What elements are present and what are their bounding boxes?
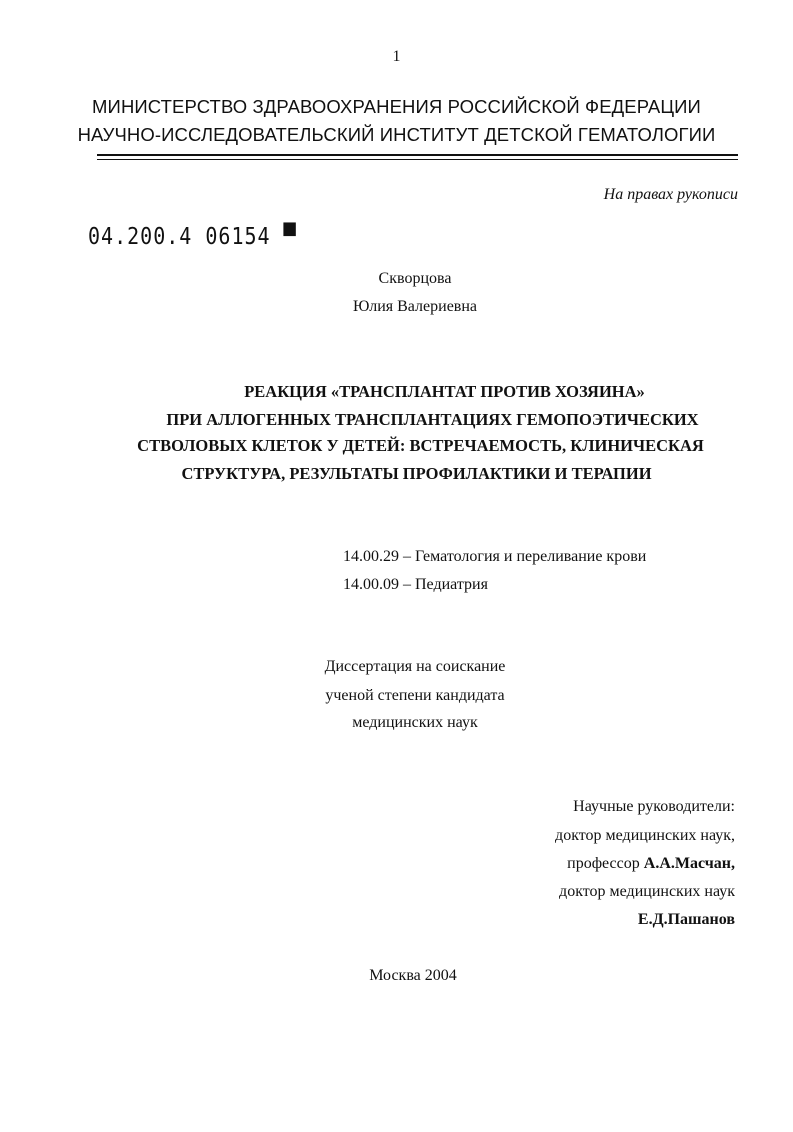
rights-note: На правах рукописи: [603, 186, 738, 203]
supervisor-2-degree: доктор медицинских наук: [559, 883, 735, 900]
city-year: Москва 2004: [369, 967, 457, 984]
ministry-heading: МИНИСТЕРСТВО ЗДРАВООХРАНЕНИЯ РОССИЙСКОЙ ФЕДЕРАЦИИ: [92, 96, 701, 117]
supervisor-1-name-line: [567, 855, 735, 873]
specialty-2: 14.00.09 – Педиатрия: [343, 576, 488, 593]
specialty-1: 14.00.29 – Гематология и переливание крови: [343, 548, 647, 565]
header-rule-thin: [97, 159, 738, 160]
institute-heading: НАУЧНО-ИССЛЕДОВАТЕЛЬСКИЙ ИНСТИТУТ ДЕТСКОЙ ГЕМАТОЛОГИИ: [77, 124, 716, 145]
author-name: Юлия Валериевна: [352, 298, 478, 315]
thesis-line-3: медицинских наук: [352, 714, 478, 731]
page-number: 1: [392, 48, 401, 65]
supervisor-1-title: профессор: [567, 855, 644, 872]
supervisor-2-name: Е.Д.Пашанов: [637, 911, 735, 928]
supervisor-1-name: А.А.Масчан,: [643, 855, 735, 872]
title-line-1: РЕАКЦИЯ «ТРАНСПЛАНТАТ ПРОТИВ ХОЗЯИНА»: [244, 382, 645, 401]
title-line-4: СТРУКТУРА, РЕЗУЛЬТАТЫ ПРОФИЛАКТИКИ И ТЕРАПИИ: [181, 464, 652, 483]
header-rule: [97, 154, 738, 156]
author-surname: Скворцова: [378, 270, 452, 287]
title-line-2: ПРИ АЛЛОГЕННЫХ ТРАНСПЛАНТАЦИЯХ ГЕМОПОЭТИЧЕСКИХ: [166, 410, 699, 429]
registration-stamp: [88, 222, 297, 250]
stamp-dash: ▀: [270, 222, 297, 250]
supervisors-heading: Научные руководители:: [573, 798, 735, 815]
title-line-3: СТВОЛОВЫХ КЛЕТОК У ДЕТЕЙ: ВСТРЕЧАЕМОСТЬ, КЛИНИЧЕСКАЯ: [137, 436, 704, 455]
supervisor-1-degree: доктор медицинских наук,: [555, 827, 735, 844]
thesis-line-1: Диссертация на соискание: [324, 658, 506, 675]
registration-stamp-text: 04.200.4 06154: [88, 222, 271, 250]
thesis-line-2: ученой степени кандидата: [325, 687, 505, 704]
